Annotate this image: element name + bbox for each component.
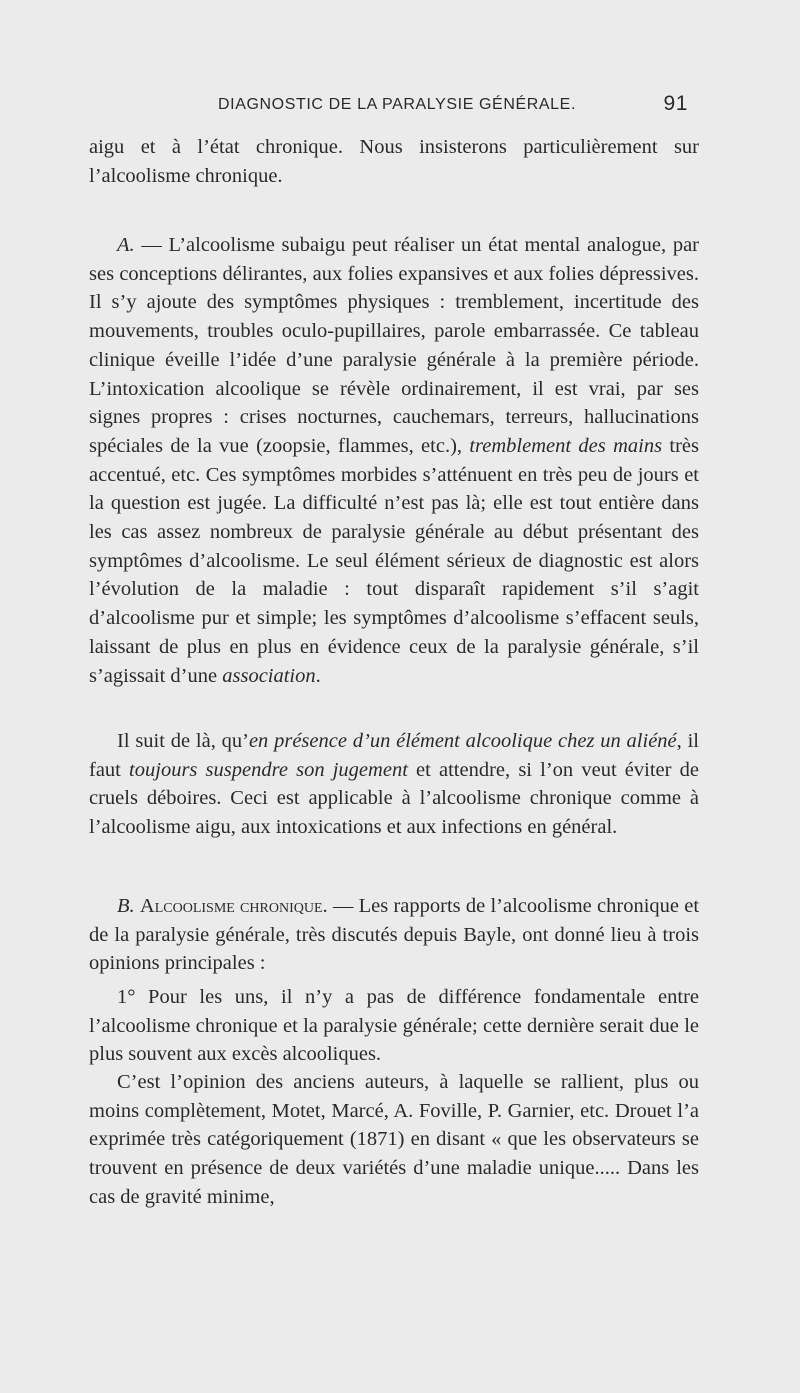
paragraph-text: C’est l’opinion des anciens auteurs, à laquelle se rallient, plus ou moins complètement, Motet, Marcé, A. Foville, P. Garnier, etc. Drouet l’a exprimée très catégoriquement (1871) en disant « que les observateurs se trouvent en présence de deux variétés d’une maladie unique..... Dans les cas de gravité minime, <box>89 1071 699 1208</box>
text-span: très accentué, etc. Ces symptômes morbides s’atténuent en très peu de jours et la question est jugée. La difficulté n’est pas là; elle est tout entière dans les cas assez nombreux de paralysie générale au début présentant des symptômes d’alcoolisme. Le seul élément sérieux de diagnostic est alors l’évolution de la maladie : tout disparaît rapidement s’il s’agit d’alcoolisme pur et simple; les symptômes d’alcoolisme s’effacent seuls, laissant de plus en plus en évidence ceux de la paralysie générale, s’il s’agissait d’une <box>89 434 699 687</box>
paragraph-opinion-one <box>89 983 699 1069</box>
paragraph-section-a <box>89 231 699 690</box>
paragraph-conclusion <box>89 727 699 842</box>
text-span: Il suit de là, qu’ <box>117 730 249 752</box>
section-label-a: A. <box>117 234 135 256</box>
text-span: — L’alcoolisme subaigu peut réaliser un état mental analogue, par ses conceptions délirantes, aux folies expansives et aux folies dépressives. Il s’y ajoute des symptômes physiques : tremblement, incertitude des mouvements, troubles oculo-pupillaires, parole embarrassée. Ce tableau clinique éveille l’idée d’une paralysie générale à la première période. L’intoxication alcoolique se révèle ordinairement, il est vrai, par ses signes propres : crises nocturnes, cauchemars, terreurs, hallucinations spéciales de la vue (zoopsie, flammes, etc.), <box>89 234 699 457</box>
paragraph-text <box>89 727 699 842</box>
running-title: DIAGNOSTIC DE LA PARALYSIE GÉNÉRALE. <box>218 96 576 113</box>
text-span: , il faut <box>89 730 699 781</box>
paragraph-authors <box>89 1068 699 1212</box>
paragraph-text: 1° Pour les uns, il n’y a pas de différence fondamentale entre l’alcoolisme chronique et la paralysie générale; cette dernière serait due le plus souvent aux excès alcooliques. <box>89 986 699 1066</box>
section-label-b: B. <box>117 895 135 917</box>
text-span: — Les rapports de l’alcoolisme chronique et de la paralysie générale, très discutés depuis Bayle, ont donné lieu à trois opinions principales : <box>89 895 700 975</box>
page-number: 91 <box>663 92 688 115</box>
paragraph-continuation <box>89 133 699 190</box>
paragraph-text <box>89 892 699 978</box>
paragraph-text: aigu et à l’état chronique. Nous insisterons particulièrement sur l’alcoolisme chronique. <box>89 136 699 187</box>
text-span: . <box>315 664 321 687</box>
emphasis-text: en présence d’un élément alcoolique chez un aliéné <box>248 730 677 752</box>
emphasis-text: toujours suspendre son jugement <box>129 758 408 781</box>
text-span: et attendre, si l’on veut éviter de cruels déboires. Ceci est applicable à l’alcoolisme chronique comme à l’alcoolisme aigu, aux intoxications et aux infections en général. <box>89 758 699 839</box>
paragraph-section-b <box>89 892 699 978</box>
paragraph-text <box>89 231 699 690</box>
section-heading: Alcoolisme chronique. <box>139 895 328 917</box>
emphasis-text: tremblement des mains <box>469 434 663 457</box>
emphasis-text: association <box>222 664 316 687</box>
